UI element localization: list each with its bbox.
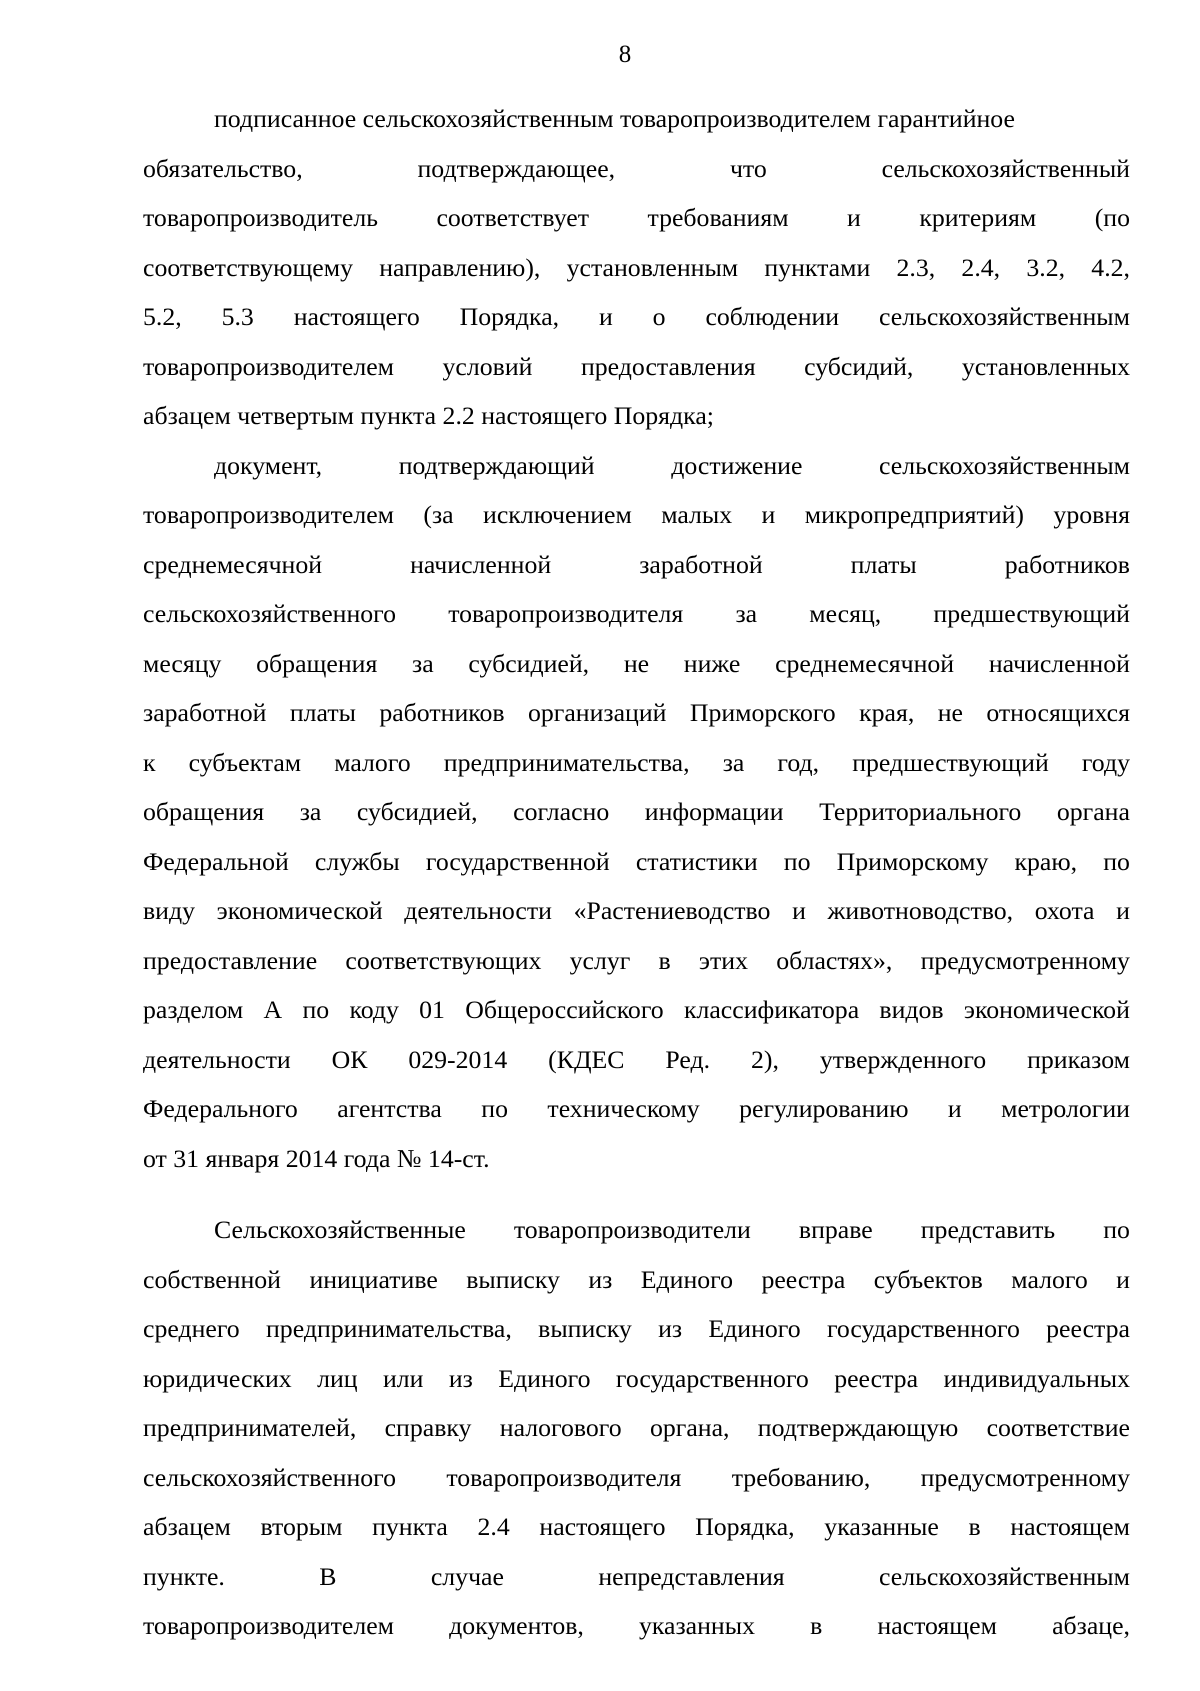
text-word: платы bbox=[289, 698, 356, 727]
text-line bbox=[143, 1354, 1130, 1404]
text-word: микропредприятий) bbox=[804, 500, 1025, 529]
text-line bbox=[143, 490, 1130, 540]
text-word: субсидий, bbox=[804, 351, 914, 381]
text-word: Порядка, bbox=[459, 302, 560, 331]
text-word: утвержденного bbox=[819, 1044, 987, 1074]
text-line bbox=[143, 639, 1130, 689]
text-line bbox=[143, 1403, 1130, 1453]
text-word: платы bbox=[850, 549, 917, 579]
text-word: начисленной bbox=[988, 648, 1130, 678]
text-word: классификатора bbox=[683, 995, 860, 1024]
text-line bbox=[143, 193, 1130, 243]
text-word: предпринимателей, bbox=[143, 1413, 357, 1442]
document-body bbox=[143, 94, 1130, 1651]
text-word: ОК bbox=[331, 1044, 368, 1074]
text-word: уровня bbox=[1053, 500, 1130, 529]
text-word: малых bbox=[661, 500, 733, 529]
text-word: обращения bbox=[256, 648, 378, 678]
text-word: налогового bbox=[499, 1413, 622, 1442]
text-word: не bbox=[623, 648, 650, 678]
text-word: непредставления bbox=[598, 1561, 785, 1591]
text-word: и bbox=[792, 896, 806, 925]
text-word: по bbox=[1103, 1215, 1130, 1244]
text-word: малого bbox=[1011, 1264, 1088, 1294]
text-word: разделом bbox=[143, 995, 244, 1024]
text-line bbox=[143, 342, 1130, 392]
text-word: службы bbox=[314, 846, 400, 876]
text-word: заработной bbox=[143, 698, 267, 727]
text-word: товаропроизводитель bbox=[143, 203, 378, 232]
text-line bbox=[143, 540, 1130, 590]
paragraph-spacer bbox=[143, 1183, 1130, 1205]
text-word: субъектам bbox=[188, 747, 302, 777]
text-word: Приморского bbox=[689, 698, 836, 727]
text-word: за bbox=[412, 648, 434, 678]
text-word: 5.2, bbox=[143, 302, 182, 331]
text-word: настоящем bbox=[1010, 1512, 1130, 1541]
text-line bbox=[143, 144, 1130, 194]
text-word: соответствие bbox=[986, 1413, 1130, 1442]
text-word: и bbox=[598, 302, 613, 331]
text-word: подтверждающее, bbox=[417, 153, 616, 183]
text-line: абзацем четвертым пункта 2.2 настоящего Порядка; bbox=[143, 401, 714, 430]
text-word: Федерального bbox=[143, 1094, 298, 1123]
text-word: органа bbox=[1056, 797, 1130, 826]
text-word: Общероссийского bbox=[465, 995, 664, 1024]
text-line bbox=[143, 1205, 1130, 1255]
text-line: от 31 января 2014 года № 14-ст. bbox=[143, 1143, 490, 1173]
text-word: сельскохозяйственным bbox=[879, 450, 1130, 480]
text-word: и bbox=[1116, 1264, 1130, 1294]
text-word: соответствующих bbox=[345, 945, 542, 975]
text-word: коду bbox=[349, 995, 399, 1024]
text-word: за bbox=[722, 747, 745, 777]
text-word: предпринимательства, bbox=[443, 747, 690, 777]
text-word: из bbox=[588, 1264, 613, 1294]
text-word: этих bbox=[698, 945, 748, 975]
text-line bbox=[143, 1552, 1130, 1602]
text-word: требованиям bbox=[647, 203, 789, 232]
text-line bbox=[143, 936, 1130, 986]
text-word: 029-2014 bbox=[408, 1044, 508, 1074]
text-word: о bbox=[652, 302, 666, 331]
text-word: выписку bbox=[538, 1314, 632, 1343]
text-word: месяц, bbox=[809, 599, 882, 628]
text-word: регулированию bbox=[739, 1094, 909, 1123]
text-line bbox=[143, 1453, 1130, 1503]
text-word: товаропроизводителя bbox=[448, 599, 684, 628]
text-word: 01 bbox=[419, 995, 445, 1024]
text-word: товаропроизводители bbox=[513, 1215, 751, 1244]
text-word: что bbox=[729, 153, 767, 183]
text-word: собственной bbox=[143, 1264, 281, 1294]
text-word: предусмотренному bbox=[920, 945, 1130, 975]
text-word: 2.4 bbox=[477, 1512, 510, 1541]
text-word: среднего bbox=[143, 1314, 240, 1343]
text-word: к bbox=[143, 747, 156, 777]
text-word: работников bbox=[1004, 549, 1130, 579]
text-word: предшествующий bbox=[933, 599, 1130, 628]
text-word: Федеральной bbox=[143, 846, 289, 876]
text-line bbox=[143, 837, 1130, 887]
text-word: инициативе bbox=[309, 1264, 438, 1294]
text-word: органа, bbox=[649, 1413, 730, 1442]
text-word: пунктами bbox=[764, 252, 871, 282]
text-word: агентства bbox=[337, 1094, 442, 1123]
text-word: соблюдении bbox=[705, 302, 840, 331]
text-word: Ред. bbox=[665, 1044, 711, 1074]
text-word: по bbox=[783, 846, 811, 876]
text-word: среднемесячной bbox=[775, 648, 955, 678]
text-word: вторым bbox=[260, 1512, 343, 1541]
text-word: 5.3 bbox=[221, 302, 254, 331]
text-word: техническому bbox=[547, 1094, 700, 1123]
text-word: представить bbox=[920, 1215, 1056, 1244]
text-word: документ, bbox=[214, 450, 323, 480]
text-word: виду bbox=[143, 896, 196, 925]
text-word: государственного bbox=[615, 1363, 809, 1393]
text-word: Единого bbox=[498, 1363, 591, 1393]
text-word: 2), bbox=[751, 1044, 779, 1074]
text-line bbox=[143, 1084, 1130, 1134]
text-word: и bbox=[947, 1094, 962, 1123]
text-word: сельскохозяйственным bbox=[879, 1561, 1130, 1591]
text-word: А bbox=[263, 995, 283, 1024]
text-word: год, bbox=[777, 747, 820, 777]
text-word: реестра bbox=[1046, 1314, 1130, 1343]
text-word: указанных bbox=[639, 1611, 755, 1640]
text-word: подтверждающий bbox=[398, 450, 595, 480]
paragraph-optional-documents bbox=[143, 1205, 1130, 1651]
text-line bbox=[143, 738, 1130, 788]
text-word: (за bbox=[423, 500, 454, 529]
text-word: Единого bbox=[708, 1314, 801, 1343]
text-word: и bbox=[847, 203, 861, 232]
text-word: по bbox=[302, 995, 330, 1024]
text-word: обращения bbox=[143, 797, 265, 826]
text-word: выписку bbox=[466, 1264, 560, 1294]
text-word: индивидуальных bbox=[943, 1363, 1130, 1393]
text-word: реестра bbox=[834, 1363, 919, 1393]
text-word: согласно bbox=[513, 797, 610, 826]
text-word: товаропроизводителя bbox=[446, 1462, 682, 1492]
text-word: исключением bbox=[483, 500, 632, 529]
text-word: деятельности bbox=[404, 896, 552, 925]
text-word: заработной bbox=[639, 549, 763, 579]
text-word: метрологии bbox=[1001, 1094, 1130, 1123]
text-word: указанные bbox=[824, 1512, 939, 1541]
text-word: в bbox=[810, 1611, 823, 1640]
text-word: ниже bbox=[683, 648, 741, 678]
text-word: и bbox=[1116, 896, 1130, 925]
text-line bbox=[143, 688, 1130, 738]
text-word: и bbox=[761, 500, 776, 529]
text-word: предшествующий bbox=[852, 747, 1049, 777]
paragraph-salary-document bbox=[143, 441, 1130, 1184]
text-word: информации bbox=[644, 797, 784, 826]
text-word: документов, bbox=[449, 1611, 584, 1640]
page-number: 8 bbox=[618, 41, 632, 68]
text-word: подтверждающую bbox=[757, 1413, 959, 1442]
text-word: Сельскохозяйственные bbox=[214, 1215, 466, 1244]
text-word: государственной bbox=[425, 846, 610, 876]
text-word: организаций bbox=[527, 698, 667, 727]
text-word: сельскохозяйственного bbox=[143, 1462, 397, 1492]
text-word: малого bbox=[334, 747, 411, 777]
text-word: 3.2, bbox=[1026, 252, 1066, 282]
text-word: предусмотренному bbox=[920, 1462, 1130, 1492]
text-word: месяцу bbox=[143, 648, 222, 678]
text-word: условий bbox=[442, 351, 533, 381]
text-word: по bbox=[481, 1094, 508, 1123]
text-word: абзацем bbox=[143, 1512, 231, 1541]
text-word: В bbox=[319, 1561, 337, 1591]
text-word: установленных bbox=[961, 351, 1130, 381]
text-word: из bbox=[448, 1363, 473, 1393]
text-word: из bbox=[658, 1314, 683, 1343]
text-word: 2.3, bbox=[896, 252, 936, 282]
text-word: случае bbox=[430, 1561, 504, 1591]
text-word: относящихся bbox=[986, 698, 1130, 727]
text-word: Единого bbox=[640, 1264, 733, 1294]
text-line bbox=[143, 1601, 1130, 1651]
text-word: (КДЕС bbox=[548, 1044, 625, 1074]
text-word: за bbox=[299, 797, 322, 826]
text-word: абзаце, bbox=[1052, 1611, 1130, 1640]
text-word: 2.4, bbox=[961, 252, 1001, 282]
text-word: сельскохозяйственный bbox=[881, 153, 1130, 183]
text-word: настоящем bbox=[877, 1611, 997, 1640]
text-word: (по bbox=[1094, 203, 1130, 232]
text-word: Приморскому bbox=[836, 846, 989, 876]
text-word: видов bbox=[879, 995, 944, 1024]
text-line bbox=[143, 787, 1130, 837]
text-word: охота bbox=[1034, 896, 1095, 925]
text-word: критериям bbox=[919, 203, 1037, 232]
text-word: реестра bbox=[761, 1264, 846, 1294]
text-line bbox=[143, 441, 1130, 491]
text-line bbox=[143, 243, 1130, 293]
text-word: в bbox=[968, 1512, 981, 1541]
text-word: товаропроизводителем bbox=[143, 500, 394, 529]
text-word: предоставления bbox=[580, 351, 756, 381]
text-word: краю, bbox=[1014, 846, 1078, 876]
text-word: «Растениеводство bbox=[573, 896, 771, 925]
text-word: начисленной bbox=[410, 549, 552, 579]
text-word: настоящего bbox=[539, 1512, 666, 1541]
text-word: пункте. bbox=[143, 1561, 225, 1591]
text-word: настоящего bbox=[293, 302, 420, 331]
text-word: экономической bbox=[216, 896, 383, 925]
text-word: приказом bbox=[1027, 1044, 1130, 1074]
text-word: Территориального bbox=[819, 797, 1022, 826]
text-word: юридических bbox=[143, 1363, 292, 1393]
text-line bbox=[143, 589, 1130, 639]
text-word: субъектов bbox=[873, 1264, 983, 1294]
text-line bbox=[143, 1502, 1130, 1552]
text-word: Порядка, bbox=[695, 1512, 795, 1541]
text-word: по bbox=[1103, 846, 1130, 876]
text-word: работников bbox=[379, 698, 505, 727]
text-word: обязательство, bbox=[143, 153, 303, 183]
text-word: направлению), bbox=[379, 252, 541, 282]
text-word: услуг bbox=[569, 945, 631, 975]
text-word: сельскохозяйственного bbox=[143, 599, 397, 628]
text-word: деятельности bbox=[143, 1044, 291, 1074]
text-word: товаропроизводителем bbox=[143, 351, 394, 381]
text-word: экономической bbox=[963, 995, 1130, 1024]
text-word: государственного bbox=[826, 1314, 1020, 1343]
text-word: субсидией, bbox=[468, 648, 590, 678]
text-line bbox=[143, 985, 1130, 1035]
text-word: животноводство, bbox=[827, 896, 1014, 925]
text-word: предпринимательства, bbox=[266, 1314, 512, 1343]
text-word: областях», bbox=[776, 945, 893, 975]
text-word: установленным bbox=[566, 252, 739, 282]
text-word: за bbox=[735, 599, 758, 628]
text-word: сельскохозяйственным bbox=[879, 302, 1130, 331]
text-line bbox=[143, 292, 1130, 342]
text-word: среднемесячной bbox=[143, 549, 323, 579]
text-word: году bbox=[1081, 747, 1130, 777]
paragraph-guarantee-obligation bbox=[143, 94, 1130, 441]
text-word: не bbox=[937, 698, 963, 727]
text-word: субсидией, bbox=[356, 797, 478, 826]
text-word: пункта bbox=[372, 1512, 448, 1541]
text-line bbox=[143, 1255, 1130, 1305]
text-word: соответствующему bbox=[143, 252, 353, 282]
text-word: края, bbox=[859, 698, 915, 727]
text-word: товаропроизводителем bbox=[143, 1611, 394, 1640]
text-line bbox=[143, 1304, 1130, 1354]
text-word: в bbox=[658, 945, 671, 975]
text-word: предоставление bbox=[143, 945, 318, 975]
text-word: или bbox=[382, 1363, 424, 1393]
text-word: статистики bbox=[635, 846, 758, 876]
text-word: лиц bbox=[317, 1363, 358, 1393]
text-word: требованию, bbox=[731, 1462, 871, 1492]
text-word: соответствует bbox=[436, 203, 590, 232]
text-word: справку bbox=[384, 1413, 472, 1442]
text-line: подписанное сельскохозяйственным товаропроизводителем гарантийное bbox=[214, 104, 1015, 133]
text-word: 4.2, bbox=[1091, 252, 1130, 282]
text-line bbox=[143, 1035, 1130, 1085]
text-word: вправе bbox=[798, 1215, 873, 1244]
text-line bbox=[143, 886, 1130, 936]
text-word: достижение bbox=[671, 450, 803, 480]
